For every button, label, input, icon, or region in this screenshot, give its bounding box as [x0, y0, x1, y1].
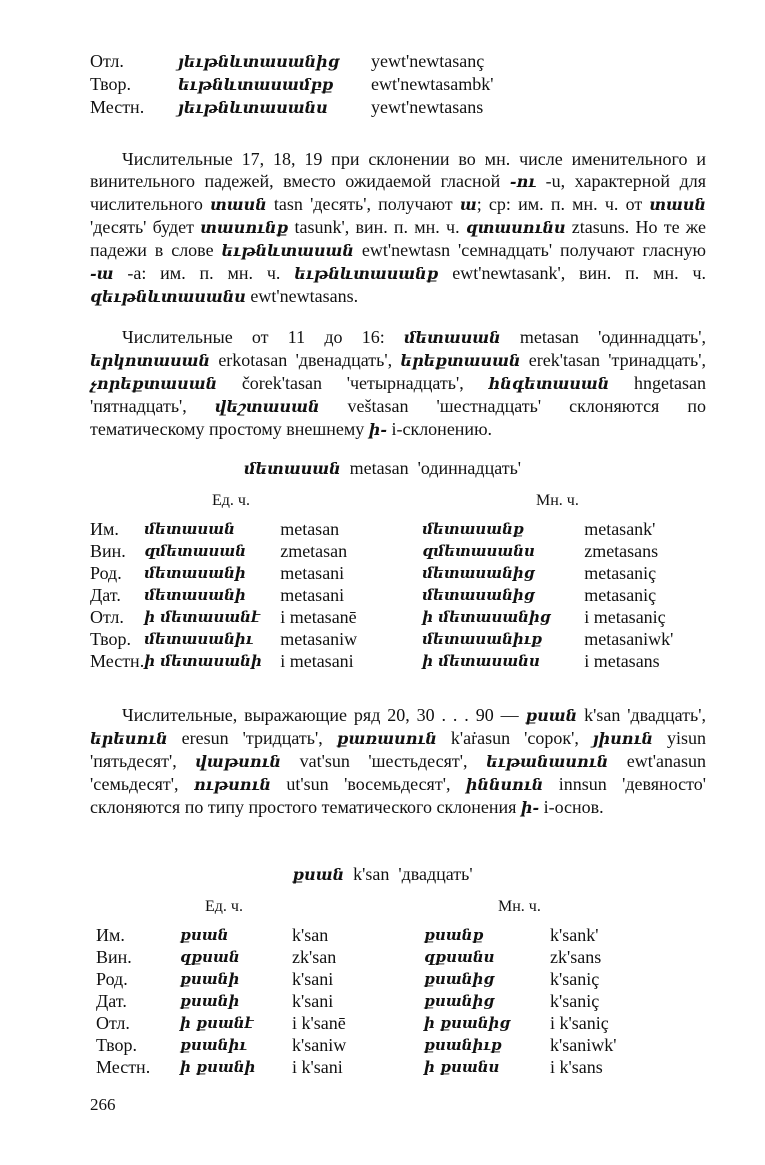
- table-title-ksan: քսան k'san 'двадцать': [292, 864, 473, 884]
- table-row: [90, 50, 493, 73]
- table-row: [90, 96, 493, 119]
- armenian-form: եւթնևտասամբք: [178, 75, 334, 94]
- table-row: Твор. քսանիւ k'saniw քսանիւք k'saniwk': [96, 1035, 617, 1055]
- table-row: Им. մետասան metasan մետասանք metasank': [90, 519, 656, 539]
- paragraph-numerals-11-16: Числительные от 11 до 16: մետասան metasan 'одиннадцать', երկոտասան erkotasan 'двенадцать', երեքտասան erek'tasan 'тринадцать', չորեքտասան čorek'tasan 'четырнадцать', հնգետասան hngetasan 'пятнадцать', վեշտասան veštasan 'шестнадцать' склоняются по тематическому простому внешнему ի- i-склонению.: [90, 327, 707, 439]
- table-row: Твор. մետասանիւ metasaniw մետասանիւք metasaniwk': [90, 629, 674, 649]
- table-title-metasan: մետասան metasan 'одиннадцать': [243, 458, 522, 478]
- table-row: Род. մետասանի metasani մետասանից metasaniç: [90, 563, 657, 583]
- case-label: Твор.: [90, 74, 131, 94]
- page-number: 266: [90, 1095, 116, 1114]
- transliteration: yewt'newtasanç: [371, 51, 485, 71]
- table-row: [90, 73, 493, 96]
- table-row: Вин. զմետասան zmetasan զմետասանս zmetasans: [90, 541, 659, 561]
- case-label: Местн.: [90, 97, 145, 117]
- table-row: Дат. մետասանի metasani մետասանից metasaniç: [90, 585, 657, 605]
- table-row: Отл. ի քսանէ i k'sanē ի քսանից i k'saniç: [96, 1013, 609, 1033]
- paragraph-numerals-17-19: Числительные 17, 18, 19 при склонении во мн. числе именительного и винительного падежей, вместо ожидаемой гласной -ու -u, характерной для числительного տասն tasn 'десять', получают ա; ср: им. п. мн. ч. от տասն 'десять' будет տասունք tasunk', вин. п. мн. ч. զտասունս ztasuns. Но те же падежи в слове եւթնևտասան ewt'newtasn 'семнадцать' получают гласную -ա -a: им. п. мн. ч. եւթնևտասանք ewt'newtasank', вин. п. мн. ч. զեւթնևտասանս ewt'newtasans.: [90, 149, 707, 306]
- singular-header: Ед. ч.: [212, 492, 250, 509]
- table-row: Местн. ի մետասանի i metasani ի մետասանս i metasans: [90, 651, 660, 671]
- transliteration: yewt'newtasans: [371, 97, 484, 117]
- continuation-table: [90, 50, 493, 119]
- plural-header: Мн. ч.: [536, 492, 579, 509]
- singular-header: Ед. ч.: [205, 898, 243, 915]
- armenian-form: յեւթնևտասանս: [178, 98, 328, 117]
- table-row: Дат. քսանի k'sani քսանից k'saniç: [96, 991, 600, 1011]
- table-row: Им. քսան k'san քսանք k'sank': [96, 925, 599, 945]
- table-row: Отл. ի մետասանէ i metasanē ի մետասանից i metasaniç: [90, 607, 666, 627]
- paragraph-numerals-tens: Числительные, выражающие ряд 20, 30 . . . 90 — քսան k'san 'двадцать', երեսուն eresun 'тридцать', քառասուն k'aṙasun 'сорок', յիսուն yisun 'пятьдесят', վաթսուն vat'sun 'шестьдесят', եւթանասուն ewt'anasun 'семьдесят', ութսուն ut'sun 'восемьдесят', իննսուն innsun 'девяносто' склоняются по типу простого тематического склонения ի- i-основ.: [90, 705, 706, 817]
- case-label: Отл.: [90, 51, 124, 71]
- plural-header: Мн. ч.: [498, 898, 541, 915]
- armenian-form: յեւթնևտասանից: [178, 52, 340, 71]
- table-row: Вин. զքսան zk'san զքսանս zk'sans: [96, 947, 602, 967]
- table-row: Местн. ի քսանի i k'sani ի քսանս i k'sans: [96, 1057, 603, 1077]
- declension-table-metasan: [90, 518, 714, 672]
- table-row: Род. քսանի k'sani քսանից k'saniç: [96, 969, 600, 989]
- transliteration: ewt'newtasambk': [371, 74, 494, 94]
- declension-table-ksan: [96, 924, 670, 1078]
